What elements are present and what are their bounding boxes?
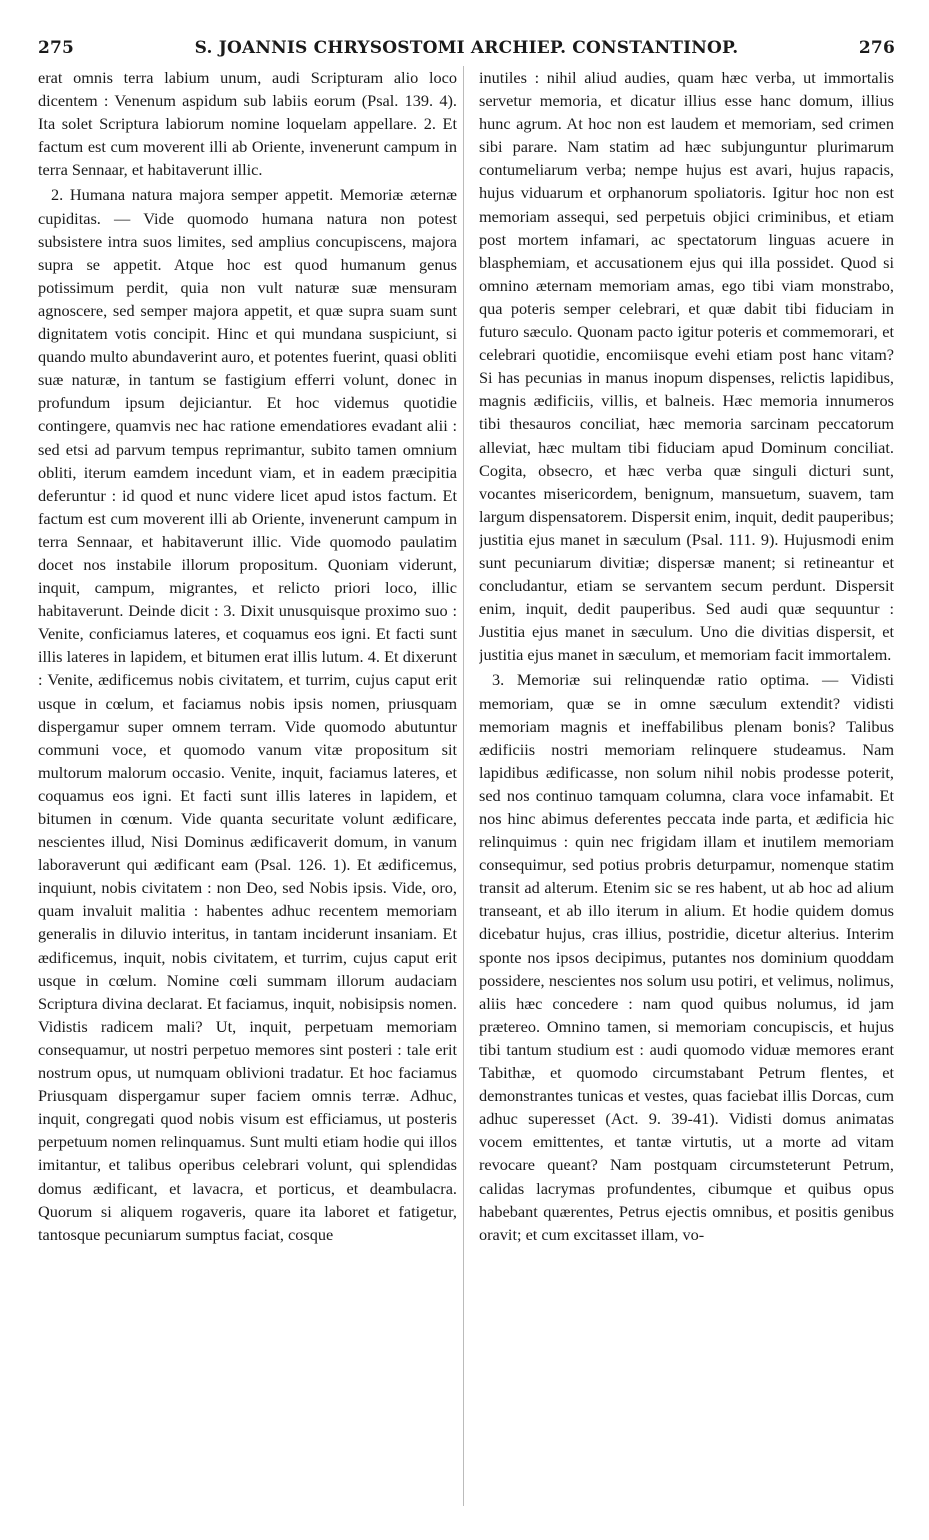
paragraph: 3. Memoriæ sui relinquendæ ratio optima. — Vidisti memoriam, quæ se in omne sæculum extendit? vidisti memoriam magnis et ineffabilibus plenam bonis? Talibus ædificiis nostri memoriam relinquere studeamus. Nam lapidibus ædificasse, non solum nihil nobis prodesse poterit, sed nos continuo tamquam columna, clara voce infamabit. Et nos hinc abimus deferentes peccata inde parta, et ædificia hic relinquimus : quin nec frigidam illam et inutilem memoriam consequimur, sed potius probris deturpamur, nomenque statim transit ad alterum. Etenim sic se res habent, ut ab hoc ad alium transeant, et ab illo iterum in alium. Et hodie quidem domus dicebatur hujus, cras illius, postridie, dicetur alterius. Interim sponte nos ipsos decipimus, putantes nos dominium quoddam possidere, nescientes nos solum usu potiri, et velimus, nolimus, aliis hæc concedere : nam quod quibus nolumus, id jam prætereo. Omnino tamen, si memoriam concupiscis, et hujus tibi tantum studium est : audi quomodo viduæ memores erant Tabithæ, et quomodo circumstabant Petrum flentes, et demonstrantes tunicas et vestes, quas faciebat illis Dorcas, cum adhuc superesset (Act. 9. 39-41). Vidisti domus animatas vocem emittentes, et tantæ virtutis, ut a morte ad vitam revocare queant? Nam postquam circumsteterunt Petrum, calidas lacrymas profundentes, cibumque et quibus opus habebant quærentes, Petrus ejectis omnibus, et positis genibus oravit; et cum excitasset illam, vo- — [479, 670, 894, 1244]
paragraph: inutiles : nihil aliud audies, quam hæc verba, ut immortalis servetur memoria, et dicatur illius esse hanc domum, illius hunc agrum. At hoc non est laudem et memoriam, sed crimen sibi parare. Nam statim ad hæc subjunguntur plurimarum contumeliarum verba; nempe hujus est avari, hujus rapacis, hujus viduarum et orphanorum spoliatoris. Igitur hoc non est memoriam assequi, sed perpetuis objici criminibus, et etiam post mortem infamari, ac spectatorum linguas acuere in blasphemiam, et accusationem ejus qui illa possidet. Quod si omnino æternam memoriam amas, ego tibi viam monstrabo, qua poteris semper celebrari, et quæ dabit tibi fiduciam in futuro sæculo. Quonam pacto igitur poteris et commemorari, et celebrari quotidie, encomiisque evehi etiam post hanc vitam? Si has pecunias in manus inopum dispenses, relictis lapidibus, magnis ædificiis, villis, et balneis. Hæc memoria innumeros tibi thesauros conciliat, hæc memoria sarcinam peccatorum alleviat, hæc multam tibi fiduciam apud Dominum conciliat. Cogita, obsecro, et hæc verba quæ singuli dicturi sunt, vocantes misericordem, benignum, mansuetum, suavem, tam largum dispensatorem. Dispersit enim, inquit, dedit pauperibus; justitia ejus manet in sæculum (Psal. 111. 9). Hujusmodi enim sunt pecuniarum divitiæ; dispersæ manent; si retineantur et concludantur, etiam se servantem secum perdunt. Dispersit enim, inquit, dedit pauperibus. Sed audi quæ sequuntur : Justitia ejus manet in sæculum. Uno die divitias dispersit, et justitia ejus manet in sæculum, et memoriam facit immortalem. — [479, 68, 894, 665]
left-column — [38, 66, 457, 1506]
paragraph: erat omnis terra labium unum, audi Scripturam alio loco dicentem : Venenum aspidum sub labiis eorum (Psal. 139. 4). Ita solet Scriptura labiorum nomine loquelam appellare. 2. Et factum est cum moverent illi ab Oriente, invenerunt campum in terra Sennaar, et habitaverunt illic. — [38, 68, 457, 180]
paragraph: 2. Humana natura majora semper appetit. Memoriæ æternæ cupiditas. — Vide quomodo humana natura non potest subsistere intra suos limites, sed amplius concupiscens, majora supra se appetit. Atque hoc est quod humanum genus potissimum perdit, quia non vult naturæ suæ mensuram agnoscere, sed semper majora appetit, et quæ supra suam sunt dignitatem votis concipit. Hinc et qui mundana suspiciunt, si quando multo abundaverint auro, et potentes fuerint, quasi obliti suæ naturæ, in tantum se fastigium efferri volunt, donec in profundum ipsum dejiciantur. Et hoc videmus quotidie contingere, quamvis nec hac ratione emendatiores evadant alii : sed etsi ad parvum tempus reprimantur, subito tamen omnium obliti, iterum eamdem incedunt viam, et in eadem præcipitia deferuntur : id quod et nunc videre licet apud istos factum. Et factum est cum moverent illi ab Oriente, invenerunt campum in terra Sennaar, et habitaverunt illic. Vide quomodo paulatim docet nos instabile illorum propositum. Quoniam viderunt, inquit, campum, migrantes, et relicto priori loco, illic habitaverunt. Deinde dicit : 3. Dixit unusquisque proximo suo : Venite, conficiamus lateres, et coquamus eos igni. Et facti sunt illis lateres in lapidem, et bitumen erat illis lutum. 4. Et dixerunt : Venite, ædificemus nobis civitatem, et turrim, cujus caput erit usque in cœlum, et faciamus nobis ipsis nomen, priusquam dispergamur super omnem terram. Vide quomodo abutuntur communi voce, et quomodo vanum vitæ propositum sit multorum malorum occasio. Venite, inquit, faciamus lateres, et coquamus eos igni. Et facti sunt illis lateres in lapidem, et bitumen in cœnum. Vide quanta securitate volunt ædificare, nescientes illud, Nisi Dominus ædificaverit domum, in vanum laboraverunt qui ædificant eam (Psal. 126. 1). Et ædificemus, inquiunt, nobis civitatem : non Deo, sed Nobis ipsis. Vide, oro, quam invaluit malitia : habentes adhuc recentem memoriam generalis in diluvio interitus, in tantam inciderunt insaniam. Et ædificemus, inquit, nobis civitatem, et turrim, cujus caput erit usque in cœlum. Nomine cœli summam illorum audaciam Scriptura divina declarat. Et faciamus, inquit, nobisipsis nomen. Vidistis radicem mali? Ut, inquit, perpetuam memoriam consequamur, ut nostri perpetuo memores sint posteri : tale erit nostrum opus, ut numquam oblivioni tradatur. Et hoc faciamus Priusquam dispergamur super faciem omnis terræ. Adhuc, inquit, congregati quod nobis visum est efficiamus, ut posteris perpetuum nomen relinquamus. Sunt multi etiam hodie qui illos imitantur, et talibus operibus celebrari volunt, qui splendidas domus ædificant, et lavacra, et porticus, et deambulacra. Quorum si aliquem rogaveris, quare ita laboret et fatigetur, tantosque pecuniarum sumptus faciat, cosque — [38, 185, 457, 1244]
page-number-right: 276 — [858, 38, 895, 58]
running-header — [38, 38, 895, 60]
right-column — [479, 66, 894, 1506]
running-title: S. JOANNIS CHRYSOSTOMI ARCHIEP. CONSTANTINOP. — [194, 38, 739, 58]
page-number-left: 275 — [38, 38, 75, 58]
column-divider — [463, 66, 464, 1506]
